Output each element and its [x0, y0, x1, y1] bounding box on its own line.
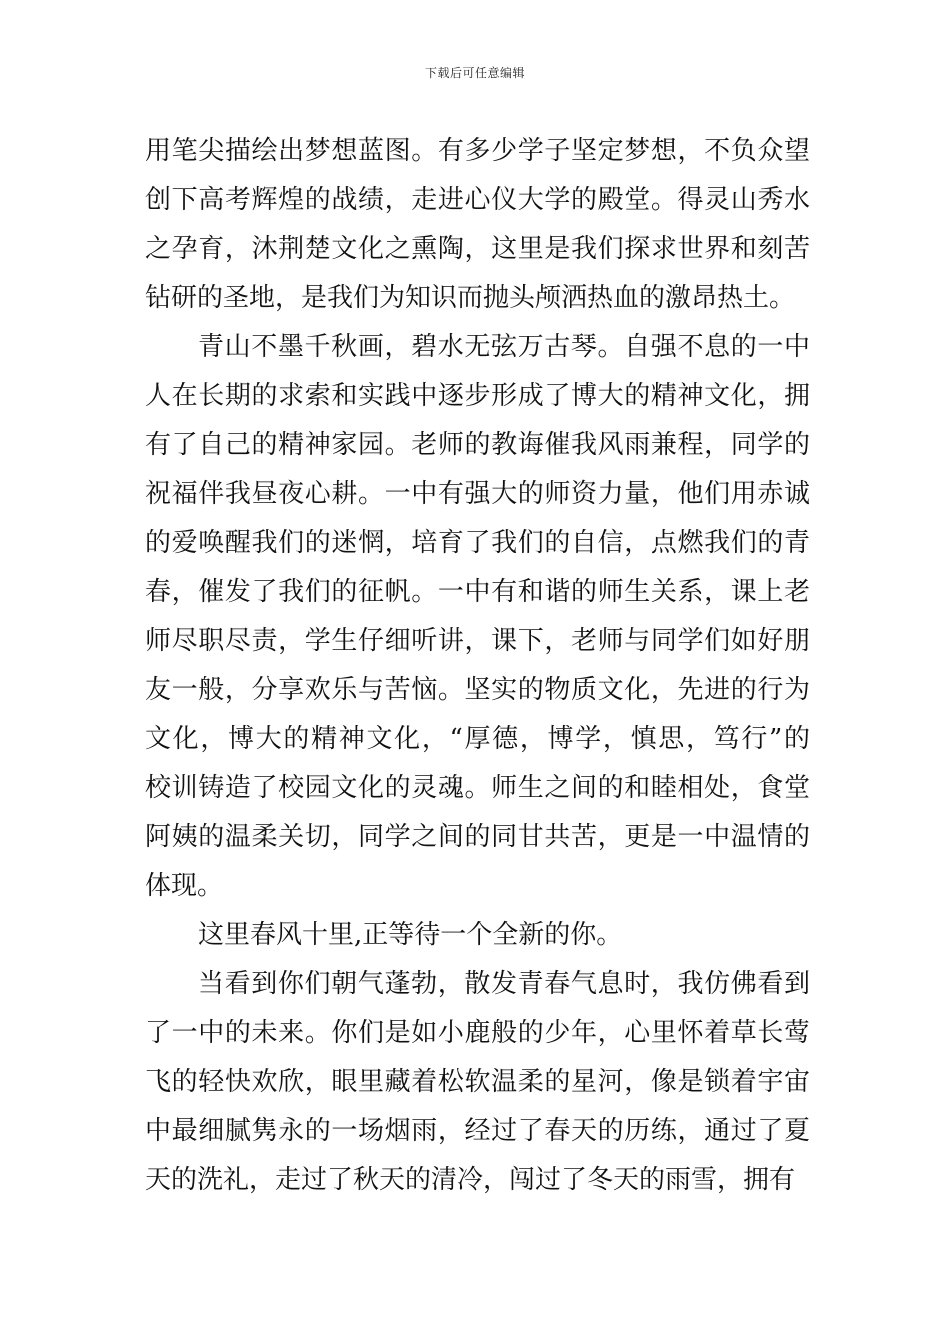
text-line: 人在长期的求索和实践中逐步形成了博大的精神文化，拥 [145, 381, 810, 411]
page-header: 下载后可任意编辑 [424, 66, 525, 80]
text-line: 这里春风十里,正等待一个全新的你。 [198, 920, 623, 950]
text-line: 师尽职尽责，学生仔细听讲，课下，老师与同学们如好朋 [145, 626, 810, 656]
text-line: 青山不墨千秋画，碧水无弦万古琴。自强不息的一中 [198, 332, 810, 362]
paragraph [145, 911, 810, 960]
text-line: 当看到你们朝气蓬勃，散发青春气息时，我仿佛看到 [198, 969, 810, 999]
text-line: 祝福伴我昼夜心耕。一中有强大的师资力量，他们用赤诚 [145, 479, 810, 509]
text-line: 文化，博大的精神文化，“厚德，博学，慎思，笃行”的 [145, 724, 810, 754]
text-line: 校训铸造了校园文化的灵魂。师生之间的和睦相处，食堂 [145, 773, 810, 803]
paragraph [145, 127, 810, 323]
text-line: 之孕育，沐荆楚文化之熏陶，这里是我们探求世界和刻苦 [145, 234, 810, 264]
paragraph [145, 960, 810, 1205]
text-line: 中最细腻隽永的一场烟雨，经过了春天的历练，通过了夏 [145, 1116, 810, 1146]
text-line: 有了自己的精神家园。老师的教诲催我风雨兼程，同学的 [145, 430, 810, 460]
paragraph [145, 323, 810, 911]
text-line: 钻研的圣地，是我们为知识而抛头颅洒热血的激昂热土。 [145, 283, 796, 313]
text-line: 阿姨的温柔关切，同学之间的同甘共苦，更是一中温情的 [145, 822, 810, 852]
text-line: 飞的轻快欢欣，眼里藏着松软温柔的星河，像是锁着宇宙 [145, 1067, 810, 1097]
text-line: 用笔尖描绘出梦想蓝图。有多少学子坚定梦想，不负众望 [145, 136, 810, 166]
text-line: 体现。 [145, 871, 224, 901]
text-line: 天的洗礼，走过了秋天的清冷，闯过了冬天的雨雪，拥有 [145, 1165, 796, 1195]
text-line: 了一中的未来。你们是如小鹿般的少年，心里怀着草长莺 [145, 1018, 810, 1048]
text-line: 友一般，分享欢乐与苦恼。坚实的物质文化，先进的行为 [145, 675, 810, 705]
document-body [145, 127, 810, 1205]
text-line: 的爱唤醒我们的迷惘，培育了我们的自信，点燃我们的青 [145, 528, 810, 558]
text-line: 创下高考辉煌的战绩，走进心仪大学的殿堂。得灵山秀水 [145, 185, 810, 215]
text-line: 春，催发了我们的征帆。一中有和谐的师生关系，课上老 [145, 577, 810, 607]
